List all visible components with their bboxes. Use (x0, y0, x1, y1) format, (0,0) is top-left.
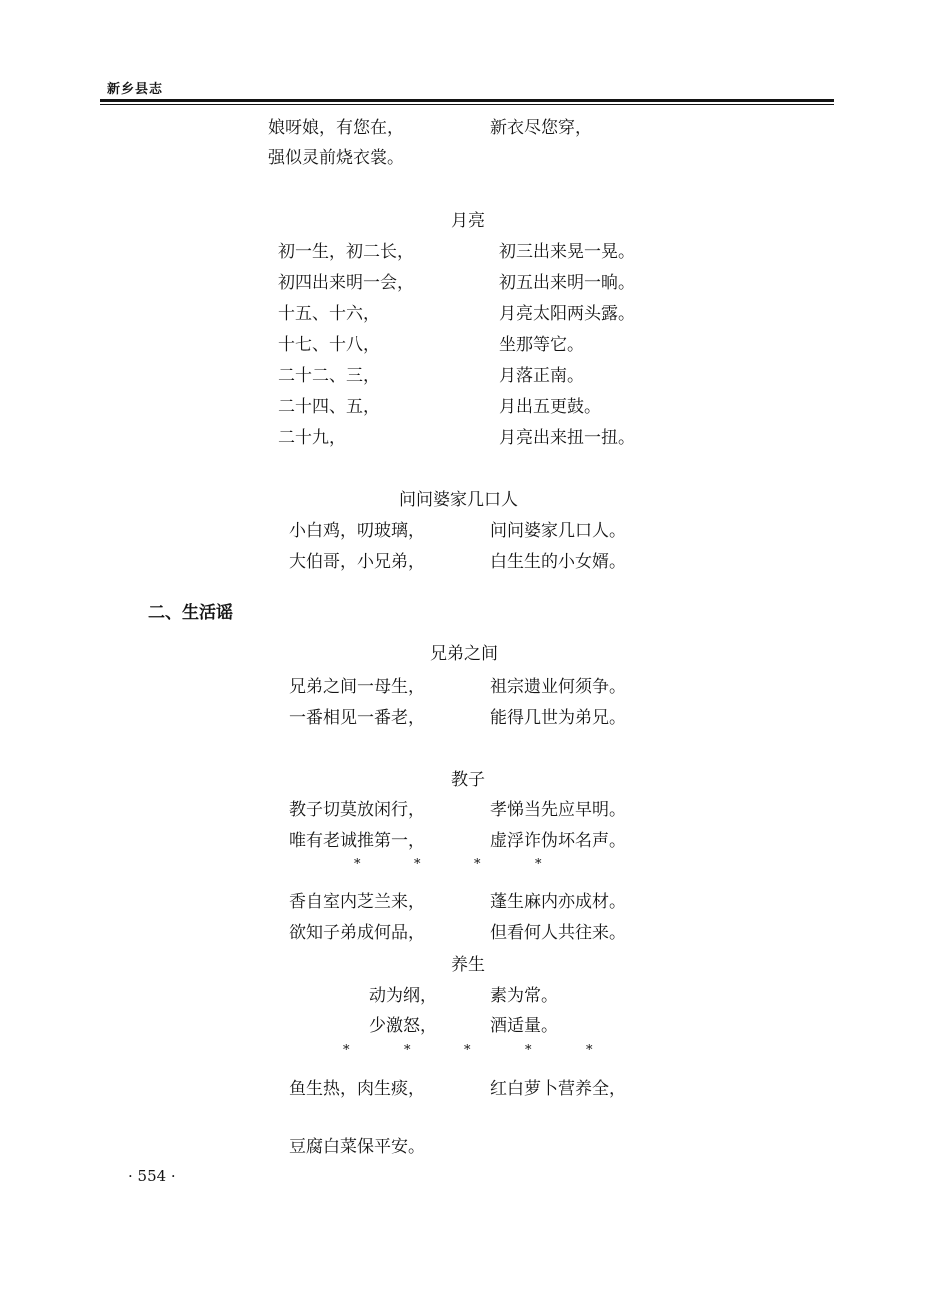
verse-line-right: 酒适量。 (490, 1016, 558, 1036)
verse-line-left: 十七、十八， (278, 335, 380, 355)
verse-line-left: 豆腐白菜保平安。 (289, 1137, 425, 1157)
separator-star: * (464, 1043, 471, 1058)
poem-title-jiaozi: 教子 (451, 770, 485, 790)
verse-line-left: 初一生，初二长， (278, 242, 414, 262)
verse-line-right: 月亮太阳两头露。 (499, 304, 635, 324)
verse-line-left: 教子切莫放闲行， (289, 800, 425, 820)
verse-line-left: 香自室内芝兰来， (289, 892, 425, 912)
verse-line-left: 动为纲， (369, 986, 437, 1006)
separator-star: * (404, 1043, 411, 1058)
section-heading: 二、生活谣 (148, 603, 233, 623)
poem-title-popo: 问问婆家几口人 (399, 490, 518, 510)
verse-line-left: 娘呀娘，有您在， (268, 118, 404, 138)
verse-line-left: 唯有老诚推第一， (289, 831, 425, 851)
separator-star: * (343, 1043, 350, 1058)
poem-title-xiongdi: 兄弟之间 (430, 644, 498, 664)
verse-line-right: 初三出来晃一晃。 (499, 242, 635, 262)
verse-line-left: 一番相见一番老， (289, 708, 425, 728)
verse-line-left: 二十九， (278, 428, 346, 448)
verse-line-left: 十五、十六， (278, 304, 380, 324)
header-rule-thick (100, 99, 834, 102)
separator-star: * (354, 857, 361, 872)
verse-line-left: 欲知子弟成何品， (289, 923, 425, 943)
verse-line-right: 白生生的小女婿。 (490, 552, 626, 572)
verse-line-right: 素为常。 (490, 986, 558, 1006)
verse-line-left: 二十二、三， (278, 366, 380, 386)
verse-line-right: 问问婆家几口人。 (490, 521, 626, 541)
verse-line-left: 二十四、五， (278, 397, 380, 417)
verse-line-right: 红白萝卜营养全， (490, 1079, 626, 1099)
verse-line-left: 兄弟之间一母生， (289, 677, 425, 697)
poem-title-yueliang: 月亮 (451, 211, 485, 231)
verse-line-right: 月亮出来扭一扭。 (499, 428, 635, 448)
separator-star: * (535, 857, 542, 872)
verse-line-left: 小白鸡，叨玻璃， (289, 521, 425, 541)
verse-line-left: 初四出来明一会， (278, 273, 414, 293)
verse-line-right: 虚浮诈伪坏名声。 (490, 831, 626, 851)
poem-title-yangsheng: 养生 (451, 955, 485, 975)
verse-line-right: 能得几世为弟兄。 (490, 708, 626, 728)
verse-line-right: 新衣尽您穿， (490, 118, 592, 138)
separator-star: * (586, 1043, 593, 1058)
separator-star: * (474, 857, 481, 872)
verse-line-right: 蓬生麻内亦成材。 (490, 892, 626, 912)
running-header: 新乡县志 (107, 82, 164, 97)
separator-star: * (414, 857, 421, 872)
verse-line-left: 鱼生热，肉生痰， (289, 1079, 425, 1099)
verse-line-right: 但看何人共往来。 (490, 923, 626, 943)
verse-line-left: 大伯哥，小兄弟， (289, 552, 425, 572)
verse-line-right: 孝悌当先应早明。 (490, 800, 626, 820)
page-number: · 554 · (128, 1167, 176, 1185)
verse-line-right: 坐那等它。 (499, 335, 584, 355)
separator-star: * (525, 1043, 532, 1058)
verse-line-left: 少激怒， (369, 1016, 437, 1036)
verse-line-right: 月落正南。 (499, 366, 584, 386)
verse-line-right: 初五出来明一晌。 (499, 273, 635, 293)
header-rule-thin (100, 104, 834, 105)
verse-line-left: 强似灵前烧衣裳。 (268, 148, 404, 168)
verse-line-right: 祖宗遗业何须争。 (490, 677, 626, 697)
verse-line-right: 月出五更鼓。 (499, 397, 601, 417)
